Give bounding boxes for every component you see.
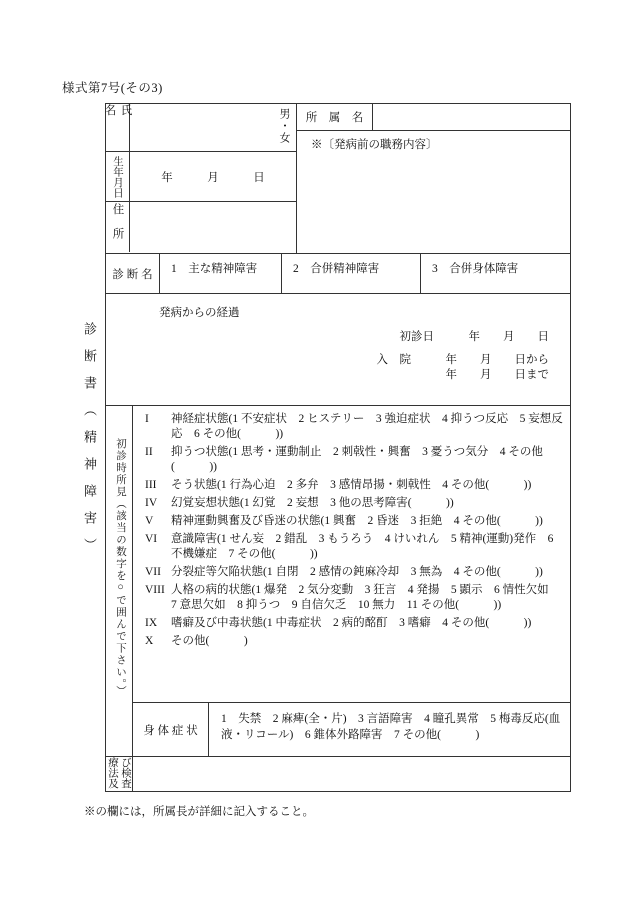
- personal-left-column: [103, 104, 296, 253]
- finding-numeral: VI: [145, 533, 158, 545]
- diagnosis-section: [106, 254, 570, 294]
- finding-item-3[interactable]: [145, 478, 564, 493]
- finding-item-1[interactable]: [145, 412, 564, 442]
- finding-text: 人格の病的状態(1 爆発 2 気分変動 3 狂言 4 発揚 5 顕示 6 情性欠如 7 意思欠如 8 抑うつ 9 自信欠乏 10 無力 11 その他( )): [171, 584, 561, 611]
- address-value-cell[interactable]: [130, 202, 296, 252]
- therapy-label-cell: [106, 757, 133, 791]
- finding-item-9[interactable]: [145, 616, 564, 631]
- birthdate-label-cell: [106, 152, 130, 201]
- first-visit-date-line: 初診日 年 月 日: [399, 331, 549, 343]
- finding-numeral: IX: [145, 617, 158, 629]
- findings-column-label: 初診時所見（該当の数字を○で囲んで下さい。）: [115, 438, 126, 698]
- finding-text: 嗜癖及び中毒状態(1 中毒症状 2 病的酩酊 3 嗜癖 4 その他( )): [171, 617, 532, 629]
- finding-text: その他( ): [171, 635, 248, 647]
- finding-item-6[interactable]: [145, 532, 564, 562]
- birthdate-label: 生年月日: [112, 155, 123, 198]
- footer-note: ※の欄には，所属長が詳細に記入すること。: [84, 806, 314, 818]
- therapy-label: 療法及び検査: [107, 757, 131, 789]
- form-number: 様式第7号(その3): [62, 81, 163, 95]
- birthdate-value-cell[interactable]: [130, 152, 296, 201]
- finding-text: 神経症状態(1 不安症状 2 ヒステリー 3 強迫症状 4 抑うつ反応 5 妄想反応 6 その他( )): [171, 413, 563, 440]
- name-label: 氏名: [103, 104, 132, 129]
- sex-options[interactable]: 男・女: [278, 108, 290, 144]
- finding-text: 分裂症等欠陥状態(1 自閉 2 感情の鈍麻冷却 3 無為 4 その他( )): [171, 566, 543, 578]
- form-table: [105, 103, 571, 792]
- therapy-value-cell[interactable]: [133, 757, 570, 791]
- finding-text: 幻覚妄想状態(1 幻覚 2 妄想 3 他の思考障害( )): [171, 497, 454, 509]
- affiliation-column: [296, 104, 570, 253]
- name-label-cell: [103, 104, 132, 151]
- physical-symptoms-options[interactable]: 1 失禁 2 麻痺(全・片) 3 言語障害 4 瞳孔異常 5 梅毒反応(血液・リコール) 6 錐体外路障害 7 その他( ): [221, 713, 561, 741]
- finding-numeral: I: [145, 413, 149, 425]
- affiliation-label: 所 属 名: [297, 104, 373, 130]
- finding-item-7[interactable]: [145, 565, 564, 580]
- finding-text: 精神運動興奮及び昏迷の状態(1 興奮 2 昏迷 3 拒絶 4 その他( )): [171, 515, 543, 527]
- findings-section: [106, 406, 570, 757]
- finding-numeral: VIII: [145, 584, 165, 596]
- finding-text: そう状態(1 行為心迫 2 多弁 3 感情昂揚・刺戟性 4 その他( )): [171, 479, 532, 491]
- personal-info-section: [103, 104, 570, 254]
- diagnosis-main-mental-cell[interactable]: 1 主な精神障害: [160, 254, 282, 293]
- birthdate-row: [106, 152, 296, 202]
- address-label: 住所: [111, 202, 124, 252]
- findings-column-label-cell: [106, 406, 133, 756]
- finding-item-8[interactable]: [145, 583, 564, 613]
- diagnosis-label: 診 断 名: [106, 254, 160, 293]
- finding-numeral: II: [145, 446, 153, 458]
- finding-item-4[interactable]: [145, 496, 564, 511]
- physical-symptoms-label: 身 体 症 状: [133, 703, 209, 756]
- findings-list: [133, 406, 570, 702]
- finding-text: 意識障害(1 せん妄 2 錯乱 3 もうろう 4 けいれん 5 精神(運動)発作 6 不機嫌症 7 その他( )): [171, 533, 554, 560]
- name-value-cell[interactable]: [130, 104, 296, 151]
- address-label-cell: [106, 202, 130, 252]
- findings-main: [133, 406, 570, 756]
- finding-item-2[interactable]: [145, 445, 564, 475]
- course-section[interactable]: [106, 294, 570, 406]
- admission-from-line: 入 院 年 月 日から: [376, 354, 549, 366]
- pre-onset-duties-label: ※〔発病前の職務内容〕: [311, 139, 438, 151]
- finding-text: 抑うつ状態(1 思考・運動制止 2 刺戟性・興奮 3 憂うつ気分 4 その他( )): [171, 446, 543, 473]
- finding-item-10[interactable]: [145, 634, 564, 649]
- birthdate-placeholder: 年 月 日: [161, 171, 265, 184]
- diagnosis-comorbid-physical-cell[interactable]: 3 合併身体障害: [432, 263, 519, 275]
- finding-numeral: V: [145, 515, 154, 527]
- pre-onset-duties-cell[interactable]: [297, 131, 570, 253]
- finding-numeral: VII: [145, 566, 161, 578]
- address-row: [106, 202, 296, 252]
- physical-symptoms-row: [133, 702, 570, 756]
- finding-numeral: X: [145, 635, 154, 647]
- affiliation-value-cell[interactable]: [373, 104, 570, 130]
- finding-numeral: IV: [145, 497, 158, 509]
- affiliation-row: [297, 104, 570, 131]
- admission-to-line: 年 月 日まで: [445, 369, 549, 381]
- diagnosis-comorbid-mental-cell[interactable]: 2 合併精神障害: [282, 254, 421, 293]
- course-dates: [377, 330, 550, 383]
- side-title-vertical: 診断書（精神障害）: [82, 322, 97, 565]
- finding-numeral: III: [145, 479, 157, 491]
- finding-item-5[interactable]: [145, 514, 564, 529]
- therapy-section: [106, 757, 570, 791]
- course-title: 発病からの経過: [159, 307, 240, 319]
- name-row: [103, 104, 296, 152]
